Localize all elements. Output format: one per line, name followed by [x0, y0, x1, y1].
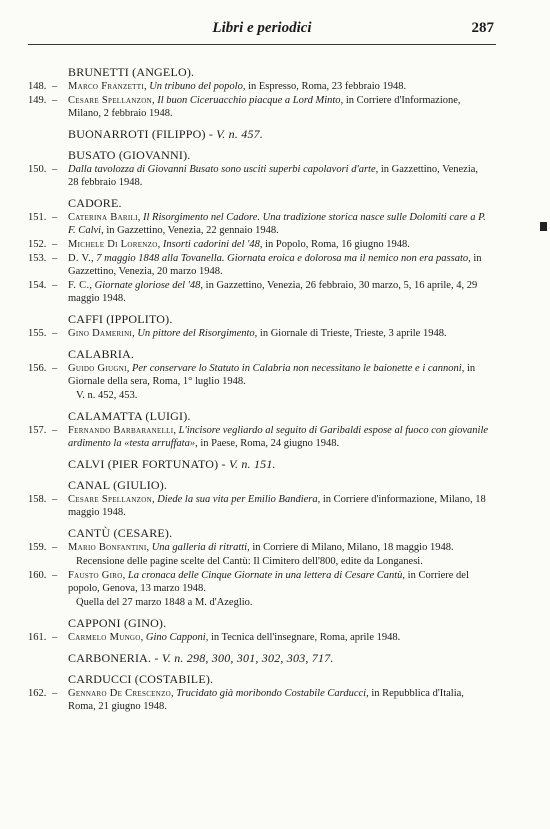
- entry-title: 7 maggio 1848 alla Tovanella. Giornata eroica e dolorosa ma il nemico non era passato: [96, 253, 469, 264]
- section-heading: [68, 313, 490, 326]
- heading-text: CANTÙ (CESARE).: [68, 526, 173, 540]
- entry-source: , in Giornale di Trieste, Trieste, 3 aprile 1948.: [254, 328, 447, 339]
- bibliography-entry: [28, 569, 490, 595]
- entry-title: Per conservare lo Statuto in Calabria non necessitano le baionette e i cannoni: [131, 363, 462, 374]
- entry-dash: –: [52, 164, 58, 175]
- entry-text: Cesare Spellanzon, Diede la sua vita per Emilio Bandiera, in Corriere d'informazione, Milano, 18 maggio 1948.: [68, 494, 486, 518]
- section-heading: [68, 617, 490, 630]
- entry-note: Quella del 27 marzo 1848 a M. d'Azeglio.: [76, 597, 253, 608]
- entry-title: Trucidato già moribondo Costabile Carducci: [176, 688, 367, 699]
- entry-number: 156.: [28, 363, 47, 374]
- running-title: Libri e periodici: [212, 20, 312, 36]
- entry-source: , in Gazzettino, Venezia, 22 gennaio 1948.: [101, 225, 279, 236]
- entry-title: Diede la sua vita per Emilio Bandiera: [157, 494, 318, 505]
- entry-author: Cesare Spellanzon: [68, 494, 152, 505]
- section-heading: [68, 652, 490, 665]
- entry-number: 158.: [28, 494, 47, 505]
- bibliography-entry: [28, 80, 490, 93]
- entry-author: Michele Di Lorenzo: [68, 239, 158, 250]
- heading-text: CALAMATTA (LUIGI).: [68, 409, 191, 423]
- heading-text: CAFFI (IPPOLITO).: [68, 312, 173, 326]
- section-heading: [68, 527, 490, 540]
- bibliography-entry: [28, 163, 490, 189]
- running-head: [28, 20, 496, 45]
- entry-source: , in Corriere d'Informazione, Milano, 2 febbraio 1948.: [68, 95, 461, 119]
- bibliography-entry: [28, 327, 490, 340]
- entry-title: Giornate gloriose del '48: [94, 280, 201, 291]
- entry-source: , in Gazzettino, Venezia, 20 marzo 1948.: [68, 253, 482, 277]
- entry-text: Gennaro De Crescenzo, Trucidato già moribondo Costabile Carducci, in Repubblica d'Italia, Roma, 21 giugno 1948.: [68, 688, 464, 712]
- entry-title: Dalla tavolozza di Giovanni Busato sono usciti superbi capolavori d'arte: [68, 164, 376, 175]
- entry-text: Gino Damerini, Un pittore del Risorgimento, in Giornale di Trieste, Trieste, 3 aprile 1948.: [68, 328, 447, 339]
- entry-number: 148.: [28, 81, 47, 92]
- section-heading: [68, 410, 490, 423]
- entry-text: F. C., Giornate gloriose del '48, in Gazzettino, Venezia, 26 febbraio, 30 marzo, 5, 16 aprile, 4, 29 maggio 1948.: [68, 280, 478, 304]
- entry-number: 155.: [28, 328, 47, 339]
- entry-text: Fernando Barbaranelli, L'incisore vegliardo al seguito di Garibaldi espose al fuoco con giovanile ardimento la «testa arruffata», in Paese, Roma, 24 giugno 1948.: [68, 425, 489, 449]
- entry-source: , in Repubblica d'Italia, Roma, 21 giugno 1948.: [68, 688, 464, 712]
- section-heading: [68, 673, 490, 686]
- section-heading: [68, 479, 490, 492]
- heading-text: BUSATO (GIOVANNI).: [68, 148, 191, 162]
- entry-dash: –: [52, 212, 58, 223]
- entry-source: , in Espresso, Roma, 23 febbraio 1948.: [242, 81, 407, 92]
- entry-title: Insorti cadorini del '48: [162, 239, 260, 250]
- bibliography-entry: [28, 238, 490, 251]
- bibliography-body: [28, 62, 490, 714]
- entry-dash: –: [52, 570, 58, 581]
- entry-author: Fernando Barbaranelli: [68, 425, 174, 436]
- entry-number: 150.: [28, 164, 47, 175]
- entry-source: , in Gazzettino, Venezia, 28 febbraio 1948.: [68, 164, 479, 188]
- entry-dash: –: [52, 542, 58, 553]
- entry-title: Un pittore del Risorgimento: [137, 328, 255, 339]
- bibliography-entry: [28, 493, 490, 519]
- section-heading: [68, 66, 490, 79]
- page-number: 287: [471, 20, 494, 36]
- entry-dash: –: [52, 81, 58, 92]
- section-heading: [68, 128, 490, 141]
- bibliography-entry: [28, 541, 490, 554]
- entry-title: Una galleria di ritratti: [151, 542, 248, 553]
- heading-text: BRUNETTI (ANGELO).: [68, 65, 195, 79]
- heading-text: CALVI (PIER FORTUNATO): [68, 457, 219, 471]
- cross-reference: - V. n. 151.: [218, 457, 276, 471]
- entry-dash: –: [52, 95, 58, 106]
- entry-author: Caterina Barili: [68, 212, 138, 223]
- entry-dash: –: [52, 253, 58, 264]
- entry-number: 161.: [28, 632, 47, 643]
- bibliography-entry: [28, 424, 490, 450]
- entry-text: Michele Di Lorenzo, Insorti cadorini del '48, in Popolo, Roma, 16 giugno 1948.: [68, 239, 410, 250]
- entry-text: Mario Bonfantini, Una galleria di ritratti, in Corriere di Milano, Milano, 18 maggio 1948.: [68, 542, 454, 553]
- entry-text: Carmelo Mungo, Gino Capponi, in Tecnica dell'insegnare, Roma, aprile 1948.: [68, 632, 401, 643]
- entry-source: , in Corriere di Milano, Milano, 18 maggio 1948.: [247, 542, 454, 553]
- cross-reference: - V. n. 298, 300, 301, 302, 303, 717.: [151, 651, 334, 665]
- section-heading: [68, 149, 490, 162]
- margin-mark: [540, 222, 547, 231]
- entry-title: Gino Capponi: [145, 632, 206, 643]
- entry-title: Il Risorgimento nel Cadore. Una tradizione storica nasce sulle Dolomiti care a P. F. Calvi: [68, 212, 486, 236]
- entry-text: Fausto Giro, La cronaca delle Cinque Giornate in una lettera di Cesare Cantù, in Corriere del popolo, Genova, 13 marzo 1948.: [68, 570, 469, 594]
- heading-text: CAPPONI (GINO).: [68, 616, 167, 630]
- entry-source: , in Tecnica dell'insegnare, Roma, aprile 1948.: [205, 632, 401, 643]
- entry-dash: –: [52, 632, 58, 643]
- entry-title: Un tribuno del popolo: [149, 81, 243, 92]
- entry-number: 162.: [28, 688, 47, 699]
- entry-author: Carmelo Mungo: [68, 632, 141, 643]
- entry-note: V. n. 452, 453.: [76, 390, 138, 401]
- entry-source: , in Gazzettino, Venezia, 26 febbraio, 30 marzo, 5, 16 aprile, 4, 29 maggio 1948.: [68, 280, 478, 304]
- section-heading: [68, 197, 490, 210]
- entry-text: Guido Giugni, Per conservare lo Statuto in Calabria non necessitano le baionette e i cannoni, in Giornale della sera, Roma, 1° luglio 1948.: [68, 363, 476, 387]
- heading-text: CADORE.: [68, 196, 122, 210]
- entry-author: F. C.: [68, 280, 90, 291]
- entry-number: 149.: [28, 95, 47, 106]
- entry-text: Cesare Spellanzon, Il buon Ciceruacchio piacque a Lord Minto, in Corriere d'Informazione, Milano, 2 febbraio 1948.: [68, 95, 461, 119]
- entry-author: Fausto Giro: [68, 570, 123, 581]
- entry-text: Marco Franzetti, Un tribuno del popolo, in Espresso, Roma, 23 febbraio 1948.: [68, 81, 407, 92]
- section-heading: [68, 458, 490, 471]
- bibliography-entry: [28, 362, 490, 388]
- entry-author: D. V.: [68, 253, 91, 264]
- entry-number: 154.: [28, 280, 47, 291]
- heading-text: CALABRIA.: [68, 347, 135, 361]
- entry-title: L'incisore vegliardo al seguito di Garibaldi espose al fuoco con giovanile ardimento la «testa arruffata»: [68, 425, 489, 449]
- entry-number: 152.: [28, 239, 47, 250]
- entry-note: Recensione delle pagine scelte del Cantù: Il Cimitero dell'800, edite da Longanesi.: [76, 556, 423, 567]
- entry-source: , in Corriere del popolo, Genova, 13 marzo 1948.: [68, 570, 469, 594]
- entry-dash: –: [52, 688, 58, 699]
- entry-text: [68, 163, 490, 189]
- entry-dash: –: [52, 494, 58, 505]
- entry-dash: –: [52, 239, 58, 250]
- entry-dash: –: [52, 280, 58, 291]
- bibliography-entry: [28, 252, 490, 278]
- entry-author: Gino Damerini: [68, 328, 133, 339]
- entry-title: Il buon Ciceruacchio piacque a Lord Minto: [157, 95, 341, 106]
- bibliography-entry: [28, 687, 490, 713]
- bibliography-entry: [28, 631, 490, 644]
- entry-author: Gennaro De Crescenzo: [68, 688, 172, 699]
- heading-text: CANAL (GIULIO).: [68, 478, 168, 492]
- entry-number: 151.: [28, 212, 47, 223]
- entry-number: 160.: [28, 570, 47, 581]
- entry-text: Caterina Barili, Il Risorgimento nel Cadore. Una tradizione storica nasce sulle Dolomiti care a P. F. Calvi, in Gazzettino, Venezia, 22 gennaio 1948.: [68, 212, 486, 236]
- heading-text: BUONARROTI (FILIPPO): [68, 127, 206, 141]
- bibliography-entry: [28, 279, 490, 305]
- entry-author: Mario Bonfantini: [68, 542, 147, 553]
- entry-number: 157.: [28, 425, 47, 436]
- entry-author: Marco Franzetti: [68, 81, 144, 92]
- entry-source: , in Paese, Roma, 24 giugno 1948.: [195, 438, 340, 449]
- entry-dash: –: [52, 363, 58, 374]
- heading-text: CARDUCCI (COSTABILE).: [68, 672, 214, 686]
- bibliography-entry: [28, 94, 490, 120]
- entry-author: Guido Giugni: [68, 363, 127, 374]
- entry-source: , in Popolo, Roma, 16 giugno 1948.: [259, 239, 410, 250]
- heading-text: CARBONERIA.: [68, 651, 152, 665]
- entry-title: La cronaca delle Cinque Giornate in una lettera di Cesare Cantù: [127, 570, 403, 581]
- entry-source: , in Corriere d'informazione, Milano, 18 maggio 1948.: [68, 494, 486, 518]
- entry-number: 153.: [28, 253, 47, 264]
- entry-source: , in Giornale della sera, Roma, 1° luglio 1948.: [68, 363, 476, 387]
- cross-reference: - V. n. 457.: [205, 127, 264, 141]
- entry-text: D. V., 7 maggio 1848 alla Tovanella. Giornata eroica e dolorosa ma il nemico non era passato, in Gazzettino, Venezia, 20 marzo 1948.: [68, 253, 482, 277]
- bibliography-entry: [28, 211, 490, 237]
- entry-number: 159.: [28, 542, 47, 553]
- entry-dash: –: [52, 328, 58, 339]
- entry-dash: –: [52, 425, 58, 436]
- entry-author: Cesare Spellanzon: [68, 95, 152, 106]
- section-heading: [68, 348, 490, 361]
